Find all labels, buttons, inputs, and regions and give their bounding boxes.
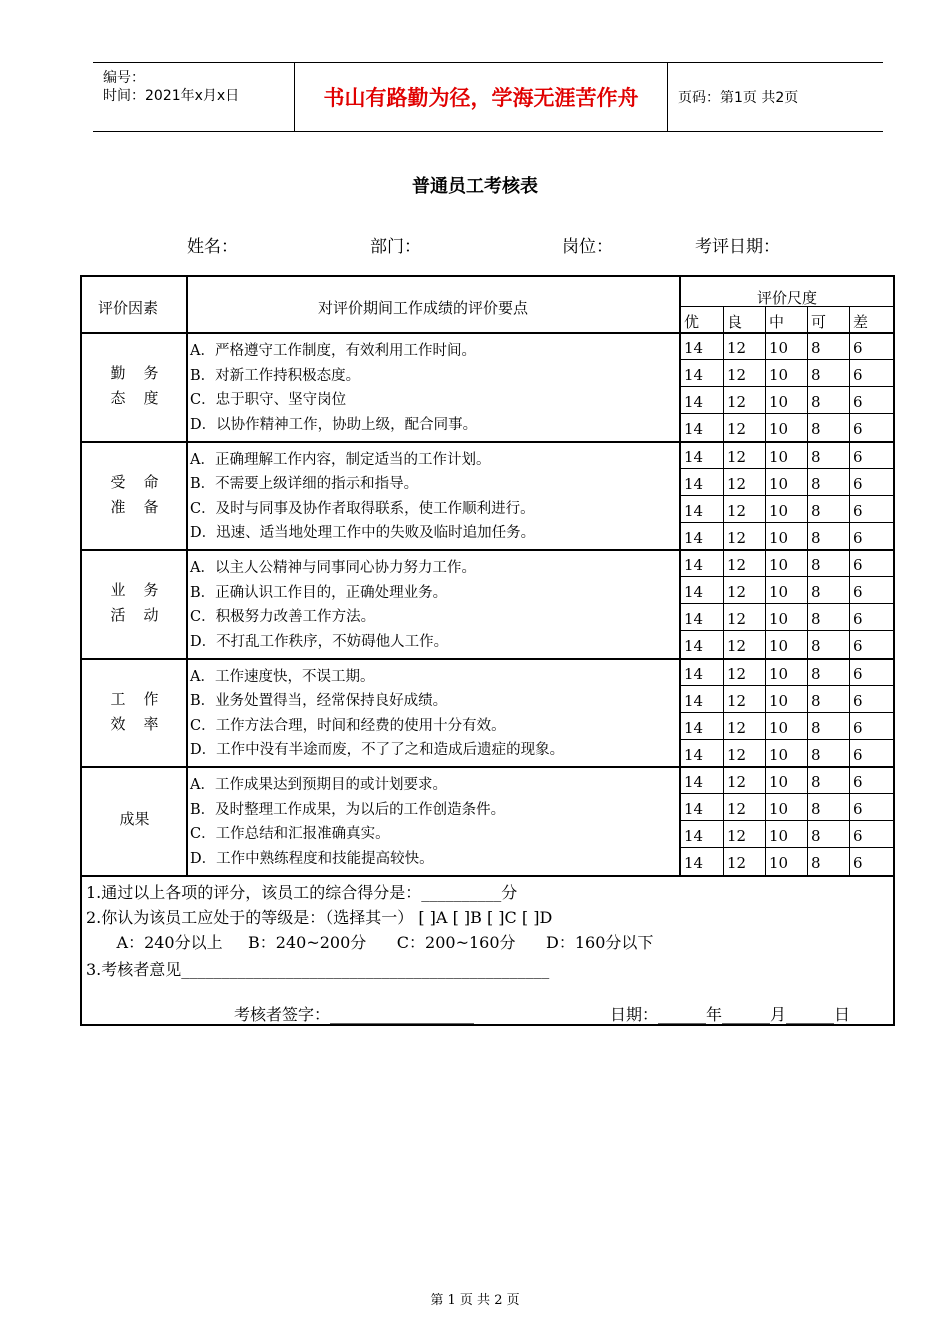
score-option[interactable]: 12	[727, 583, 747, 601]
divider-score-row	[680, 413, 893, 414]
score-option[interactable]: 12	[727, 528, 747, 547]
score-option[interactable]: 14	[684, 718, 704, 737]
score-option[interactable]: 14	[684, 827, 704, 845]
evaluation-item: D．不打乱工作秩序，不妨碍他人工作。	[190, 633, 449, 650]
score-option[interactable]: 6	[853, 393, 863, 411]
divider-score-row	[680, 576, 893, 577]
scale-label: 中	[769, 313, 785, 331]
score-option[interactable]: 10	[769, 610, 789, 628]
score-option[interactable]: 10	[769, 827, 789, 845]
score-option[interactable]: 6	[853, 664, 863, 683]
divider-score-row	[680, 386, 893, 387]
score-option[interactable]: 10	[769, 556, 789, 574]
score-option[interactable]: 6	[853, 339, 863, 357]
evaluation-item: D．工作中熟练程度和技能提高较快。	[190, 850, 434, 867]
score-option[interactable]: 10	[769, 420, 789, 438]
score-option[interactable]: 10	[769, 474, 789, 493]
divider-score-row	[680, 793, 893, 794]
score-option[interactable]: 8	[811, 474, 821, 493]
score-option[interactable]: 10	[769, 583, 789, 601]
score-option[interactable]: 6	[853, 691, 863, 710]
score-option[interactable]: 8	[811, 339, 821, 357]
score-option[interactable]: 14	[684, 393, 704, 411]
motto: 书山有路勤为径，学海无涯苦作舟	[295, 63, 668, 131]
header-factor: 评价因素	[98, 299, 159, 317]
grade-choice-line: 2.你认为该员工应处于的等级是：（选择其一） [ ]A [ ]B [ ]C [ ]D	[86, 908, 553, 927]
score-option[interactable]: 14	[684, 610, 704, 628]
evaluation-item: A．严格遵守工作制度，有效利用工作时间。	[190, 343, 476, 359]
score-option[interactable]: 14	[684, 501, 704, 520]
score-option[interactable]: 8	[811, 718, 821, 737]
form-title: 普通员工考核表	[412, 176, 538, 197]
opinion-line: 3.考核者意见______________________________________________	[86, 960, 550, 979]
score-option[interactable]: 6	[853, 637, 863, 655]
score-option[interactable]: 6	[853, 827, 863, 845]
factor-label: 勤务 态度	[110, 364, 177, 407]
score-option[interactable]: 8	[811, 528, 821, 547]
divider-score-row	[680, 468, 893, 469]
score-option[interactable]: 6	[853, 556, 863, 574]
scale-label: 可	[811, 313, 827, 331]
score-option[interactable]: 12	[727, 691, 747, 710]
evaluation-item: A．正确理解工作内容，制定适当的工作计划。	[190, 451, 491, 468]
header-scale: 评价尺度	[757, 289, 818, 307]
score-option[interactable]: 12	[727, 800, 747, 818]
score-option[interactable]: 14	[684, 800, 704, 818]
evaluation-item: C．及时与同事及协作者取得联系，使工作顺利进行。	[190, 500, 535, 517]
score-option[interactable]: 8	[811, 447, 821, 466]
signature-line: 考核者签字：__________________	[234, 1005, 475, 1024]
score-option[interactable]: 8	[811, 664, 821, 683]
score-option[interactable]: 8	[811, 637, 821, 655]
post-field: 岗位：	[562, 237, 613, 257]
evaluation-item: D．迅速、适当地处理工作中的失败及临时追加任务。	[190, 525, 536, 541]
evaluation-item: B．对新工作持积极态度。	[190, 367, 361, 384]
score-option[interactable]: 14	[684, 420, 704, 438]
score-option[interactable]: 10	[769, 637, 789, 655]
evaluation-item: A．工作速度快，不误工期。	[190, 668, 375, 685]
score-option[interactable]: 10	[769, 691, 789, 710]
score-option[interactable]: 12	[727, 827, 747, 845]
number-label: 编号：	[103, 70, 145, 86]
score-option[interactable]: 8	[811, 556, 821, 574]
name-field: 姓名：	[187, 237, 238, 257]
divider-group	[82, 549, 893, 551]
score-option[interactable]: 12	[727, 610, 747, 628]
score-option[interactable]: 14	[684, 339, 704, 357]
evaluation-table	[80, 275, 895, 1026]
score-option[interactable]: 6	[853, 854, 863, 872]
score-option[interactable]: 6	[853, 583, 863, 601]
evaluation-item: A．工作成果达到预期目的或计划要求。	[190, 777, 447, 793]
score-option[interactable]: 8	[811, 583, 821, 601]
evaluation-item: C．工作总结和汇报准确真实。	[190, 826, 390, 842]
score-option[interactable]: 8	[811, 854, 821, 872]
score-option[interactable]: 12	[727, 854, 747, 872]
score-option[interactable]: 10	[769, 528, 789, 547]
score-option[interactable]: 6	[853, 474, 863, 493]
divider-score-row	[680, 712, 893, 713]
score-option[interactable]: 14	[684, 528, 704, 547]
header-points: 对评价期间工作成绩的评价要点	[318, 299, 529, 317]
score-option[interactable]: 6	[853, 447, 863, 466]
evaluation-item: B．正确认识工作目的，正确处理业务。	[190, 584, 448, 601]
evaluation-item: C．忠于职守、坚守岗位	[190, 392, 347, 408]
scale-label: 优	[684, 313, 700, 331]
score-option[interactable]: 8	[811, 827, 821, 845]
evaluation-item: D．以协作精神工作，协助上级，配合同事。	[190, 416, 478, 433]
scale-label: 差	[853, 313, 869, 331]
score-option[interactable]: 12	[727, 474, 747, 493]
score-option[interactable]: 10	[769, 501, 789, 520]
factor-label: 成果	[119, 810, 150, 828]
divider-scale-col	[723, 306, 724, 875]
factor-label: 工作 效率	[110, 689, 177, 733]
score-option[interactable]: 6	[853, 773, 863, 791]
score-option[interactable]: 14	[684, 691, 704, 710]
score-option[interactable]: 14	[684, 854, 704, 872]
divider-score-row	[680, 630, 893, 631]
score-option[interactable]: 14	[684, 447, 704, 466]
divider-score-row	[680, 739, 893, 740]
page-footer: 第 1 页 共 2 页	[430, 1293, 520, 1308]
score-option[interactable]: 8	[811, 420, 821, 438]
score-option[interactable]: 12	[727, 664, 747, 683]
divider-group	[82, 658, 893, 660]
score-option[interactable]: 8	[811, 610, 821, 628]
divider-group	[82, 766, 893, 768]
score-option[interactable]: 12	[727, 366, 747, 384]
grade-criteria-line: A：240分以上 B：240~200分 C：200~160分 D：160分以下	[86, 933, 654, 952]
score-option[interactable]: 8	[811, 773, 821, 791]
score-option[interactable]: 10	[769, 447, 789, 466]
divider-group	[82, 875, 893, 877]
score-option[interactable]: 14	[684, 664, 704, 683]
factor-label: 受命 准备	[110, 472, 177, 516]
score-option[interactable]: 12	[727, 718, 747, 737]
score-option[interactable]: 6	[853, 501, 863, 520]
score-option[interactable]: 12	[727, 447, 747, 466]
score-option[interactable]: 6	[853, 800, 863, 818]
divider-score-row	[680, 603, 893, 604]
score-option[interactable]: 14	[684, 366, 704, 384]
score-option[interactable]: 10	[769, 854, 789, 872]
evaluation-item: B．业务处置得当，经常保持良好成绩。	[190, 693, 448, 709]
divider-scale-col	[765, 306, 766, 875]
score-option[interactable]: 12	[727, 339, 747, 357]
score-option[interactable]: 12	[727, 637, 747, 655]
score-option[interactable]: 10	[769, 664, 789, 683]
score-option[interactable]: 14	[684, 474, 704, 493]
score-option[interactable]: 12	[727, 773, 747, 791]
score-option[interactable]: 10	[769, 800, 789, 818]
divider-header	[82, 332, 893, 334]
page-number-label: 页码：第1页 共2页	[678, 90, 799, 106]
score-option[interactable]: 6	[853, 718, 863, 737]
score-option[interactable]: 6	[853, 745, 863, 764]
score-option[interactable]: 14	[684, 583, 704, 601]
total-score-line: 1.通过以上各项的评分，该员工的综合得分是：__________分	[86, 883, 518, 902]
page-header	[93, 62, 883, 132]
score-option[interactable]: 10	[769, 393, 789, 411]
score-option[interactable]: 12	[727, 393, 747, 411]
divider-score-row	[680, 522, 893, 523]
divider-score-row	[680, 685, 893, 686]
evaluation-item: C．积极努力改善工作方法。	[190, 609, 376, 625]
score-option[interactable]: 10	[769, 366, 789, 384]
score-option[interactable]: 8	[811, 745, 821, 764]
evaluation-item: B．不需要上级详细的指示和指导。	[190, 476, 419, 492]
score-option[interactable]: 8	[811, 393, 821, 411]
scale-label: 良	[727, 313, 743, 331]
dept-field: 部门：	[370, 237, 421, 257]
sign-date-line: 日期：______年______月______日	[610, 1005, 851, 1024]
score-option[interactable]: 10	[769, 745, 789, 764]
score-option[interactable]: 6	[853, 420, 863, 438]
score-option[interactable]: 14	[684, 637, 704, 655]
divider-score-row	[680, 847, 893, 848]
score-option[interactable]: 10	[769, 339, 789, 357]
date-field: 考评日期：	[695, 237, 780, 257]
divider-score-row	[680, 820, 893, 821]
score-option[interactable]: 10	[769, 718, 789, 737]
score-option[interactable]: 10	[769, 773, 789, 791]
evaluation-item: A．以主人公精神与同事同心协力努力工作。	[190, 560, 476, 576]
time-label: 时间：2021年x月x日	[103, 88, 240, 104]
factor-label: 业务 活动	[110, 581, 177, 624]
divider-scale-col	[807, 306, 808, 875]
score-option[interactable]: 14	[684, 556, 704, 574]
score-option[interactable]: 14	[684, 773, 704, 791]
divider-factor	[186, 277, 188, 875]
divider-group	[82, 441, 893, 443]
divider-score-row	[680, 359, 893, 360]
score-option[interactable]: 8	[811, 501, 821, 520]
header-meta	[93, 63, 295, 131]
evaluation-item: D．工作中没有半途而废，不了了之和造成后遗症的现象。	[190, 742, 565, 758]
score-option[interactable]: 12	[727, 556, 747, 574]
evaluation-item: B．及时整理工作成果，为以后的工作创造条件。	[190, 801, 506, 818]
evaluation-item: C．工作方法合理，时间和经费的使用十分有效。	[190, 717, 506, 734]
score-option[interactable]: 12	[727, 745, 747, 764]
divider-scale-header	[680, 306, 893, 307]
score-option[interactable]: 8	[811, 800, 821, 818]
score-option[interactable]: 6	[853, 528, 863, 547]
score-option[interactable]: 14	[684, 745, 704, 764]
score-option[interactable]: 6	[853, 610, 863, 628]
score-option[interactable]: 12	[727, 420, 747, 438]
score-option[interactable]: 6	[853, 366, 863, 384]
score-option[interactable]: 8	[811, 691, 821, 710]
score-option[interactable]: 12	[727, 501, 747, 520]
divider-score-row	[680, 495, 893, 496]
score-option[interactable]: 8	[811, 366, 821, 384]
divider-scale-col	[849, 306, 850, 875]
